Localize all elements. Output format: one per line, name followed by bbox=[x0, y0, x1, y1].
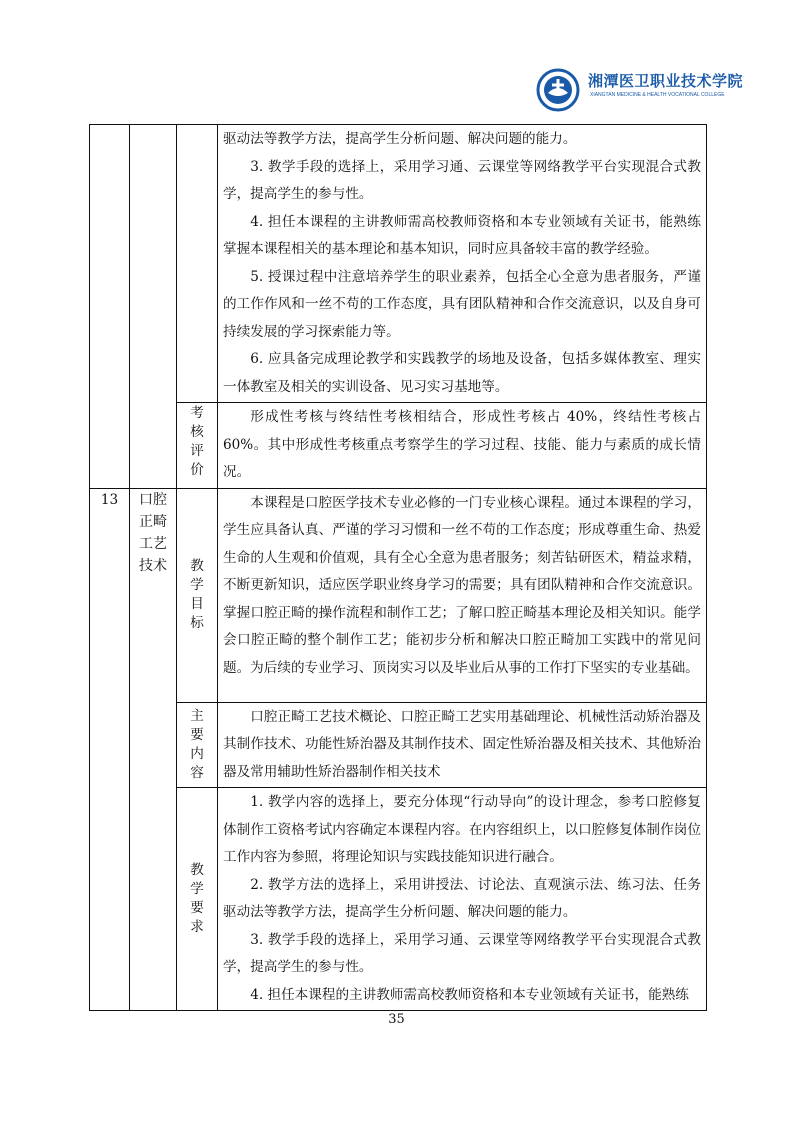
paragraph: 4. 担任本课程的主讲教师需高校教师资格和本专业领域有关证书，能熟练掌握本课程相关的基本理论和基本知识，同时应具备较丰富的教学经验。 bbox=[223, 213, 701, 257]
table-row bbox=[90, 403, 707, 489]
label-char: 内 bbox=[190, 745, 204, 762]
school-name: 湘潭医卫职业技术学院 bbox=[588, 72, 744, 90]
paragraph: 本课程是口腔医学技术专业必修的一门专业核心课程。通过本课程的学习，学生应具备认真、严谨的学习习惯和一丝不苟的工作态度；形成尊重生命、热爱生命的人生观和价值观，具有全心全意为患者服务；刻苦钻研医术，精益求精，不断更新知识，适应医学职业终身学习的需要；具有团队精神和合作交流意识。掌握口腔正畸的操作流程和制作工艺；了解口腔正畸基本理论及相关知识。能学会口腔正畸的整个制作工艺；能初步分析和解决口腔正畸加工实践中的常见问题。为后续的专业学习、顶岗实习以及毕业后从事的工作打下坚实的专业基础。 bbox=[223, 494, 701, 676]
label-char: 目 bbox=[190, 596, 204, 612]
paragraph: 驱动法等教学方法，提高学生分析问题、解决问题的能力。 bbox=[223, 131, 577, 147]
label-cell-requirements-continued bbox=[177, 125, 218, 403]
label-char: 容 bbox=[190, 764, 204, 781]
label-char: 求 bbox=[190, 919, 204, 935]
label-char: 标 bbox=[190, 615, 204, 631]
assessment-text bbox=[218, 403, 707, 489]
label-char: 学 bbox=[190, 881, 204, 897]
label-char: 教 bbox=[190, 558, 204, 574]
paragraph: 口腔正畸工艺技术概论、口腔正畸工艺实用基础理论、机械性活动矫治器及其制作技术、功能性矫治器及其制作技术、固定性矫治器及相关技术、其他矫治器及常用辅助性矫治器制作相关技术 bbox=[223, 708, 701, 780]
table-row bbox=[90, 702, 707, 788]
table-row bbox=[90, 125, 707, 403]
paragraph: 2. 教学方法的选择上，采用讲授法、讨论法、直观演示法、练习法、任务驱动法等教学方法，提高学生分析问题、解决问题的能力。 bbox=[223, 876, 701, 920]
school-logo bbox=[536, 68, 744, 112]
curriculum-table bbox=[89, 124, 707, 1011]
label-char: 评 bbox=[190, 443, 204, 459]
paragraph: 6. 应具备完成理论教学和实践教学的场地及设备，包括多媒体教室、理实一体教室及相关的实训设备、见习实习基地等。 bbox=[223, 351, 701, 395]
teaching-requirements-continued bbox=[218, 125, 707, 403]
label-char: 教 bbox=[190, 862, 204, 878]
number-cell-continued bbox=[90, 125, 130, 489]
label-char: 核 bbox=[190, 424, 204, 440]
course-name bbox=[130, 488, 177, 1011]
school-emblem-icon bbox=[536, 68, 580, 112]
label-assessment bbox=[177, 403, 218, 489]
label-char: 价 bbox=[190, 462, 204, 478]
page-number: 35 bbox=[388, 1012, 405, 1027]
requirements-text bbox=[218, 788, 707, 1011]
content-text bbox=[218, 702, 707, 788]
label-char: 学 bbox=[190, 577, 204, 593]
paragraph: 3. 教学手段的选择上，采用学习通、云课堂等网络教学平台实现混合式教学，提高学生的参与性。 bbox=[223, 931, 701, 975]
label-char: 考 bbox=[190, 405, 204, 421]
course-name-part: 技术 bbox=[139, 557, 167, 574]
course-name-part: 工艺 bbox=[139, 535, 167, 552]
school-name-en: XIANGTAN MEDICINE & HEALTH VOCATIONAL COLLEGE bbox=[590, 92, 725, 98]
objectives-text bbox=[218, 488, 707, 702]
paragraph: 4. 担任本课程的主讲教师需高校教师资格和本专业领域有关证书，能熟练 bbox=[250, 986, 689, 1003]
label-char: 主 bbox=[190, 707, 204, 724]
label-objectives bbox=[177, 488, 218, 702]
paragraph: 3. 教学手段的选择上，采用学习通、云课堂等网络教学平台实现混合式教学，提高学生的参与性。 bbox=[223, 158, 701, 202]
paragraph: 形成性考核与终结性考核相结合，形成性考核占 40%，终结性考核占 60%。其中形成性考核重点考察学生的学习过程、技能、能力与素质的成长情况。 bbox=[223, 409, 701, 480]
label-content bbox=[177, 702, 218, 788]
label-char: 要 bbox=[190, 726, 204, 743]
paragraph: 1. 教学内容的选择上，要充分体现“行动导向”的设计理念，参考口腔修复体制作工资格考试内容确定本课程内容。在内容组织上，以口腔修复体制作岗位工作内容为参照，将理论知识与实践技能知识进行融合。 bbox=[223, 794, 701, 865]
course-name-part: 正畸 bbox=[139, 513, 167, 530]
course-name-part: 口腔 bbox=[139, 491, 167, 508]
label-char: 要 bbox=[190, 900, 204, 916]
paragraph: 5. 授课过程中注意培养学生的职业素养，包括全心全意为患者服务，严谨的工作作风和一丝不苟的工作态度，具有团队精神和合作交流意识，以及自身可持续发展的学习探索能力等。 bbox=[223, 268, 701, 340]
table-row bbox=[90, 788, 707, 1011]
table-row bbox=[90, 488, 707, 702]
course-number: 13 bbox=[90, 488, 130, 1011]
course-cell-continued bbox=[130, 125, 177, 489]
label-requirements bbox=[177, 788, 218, 1011]
